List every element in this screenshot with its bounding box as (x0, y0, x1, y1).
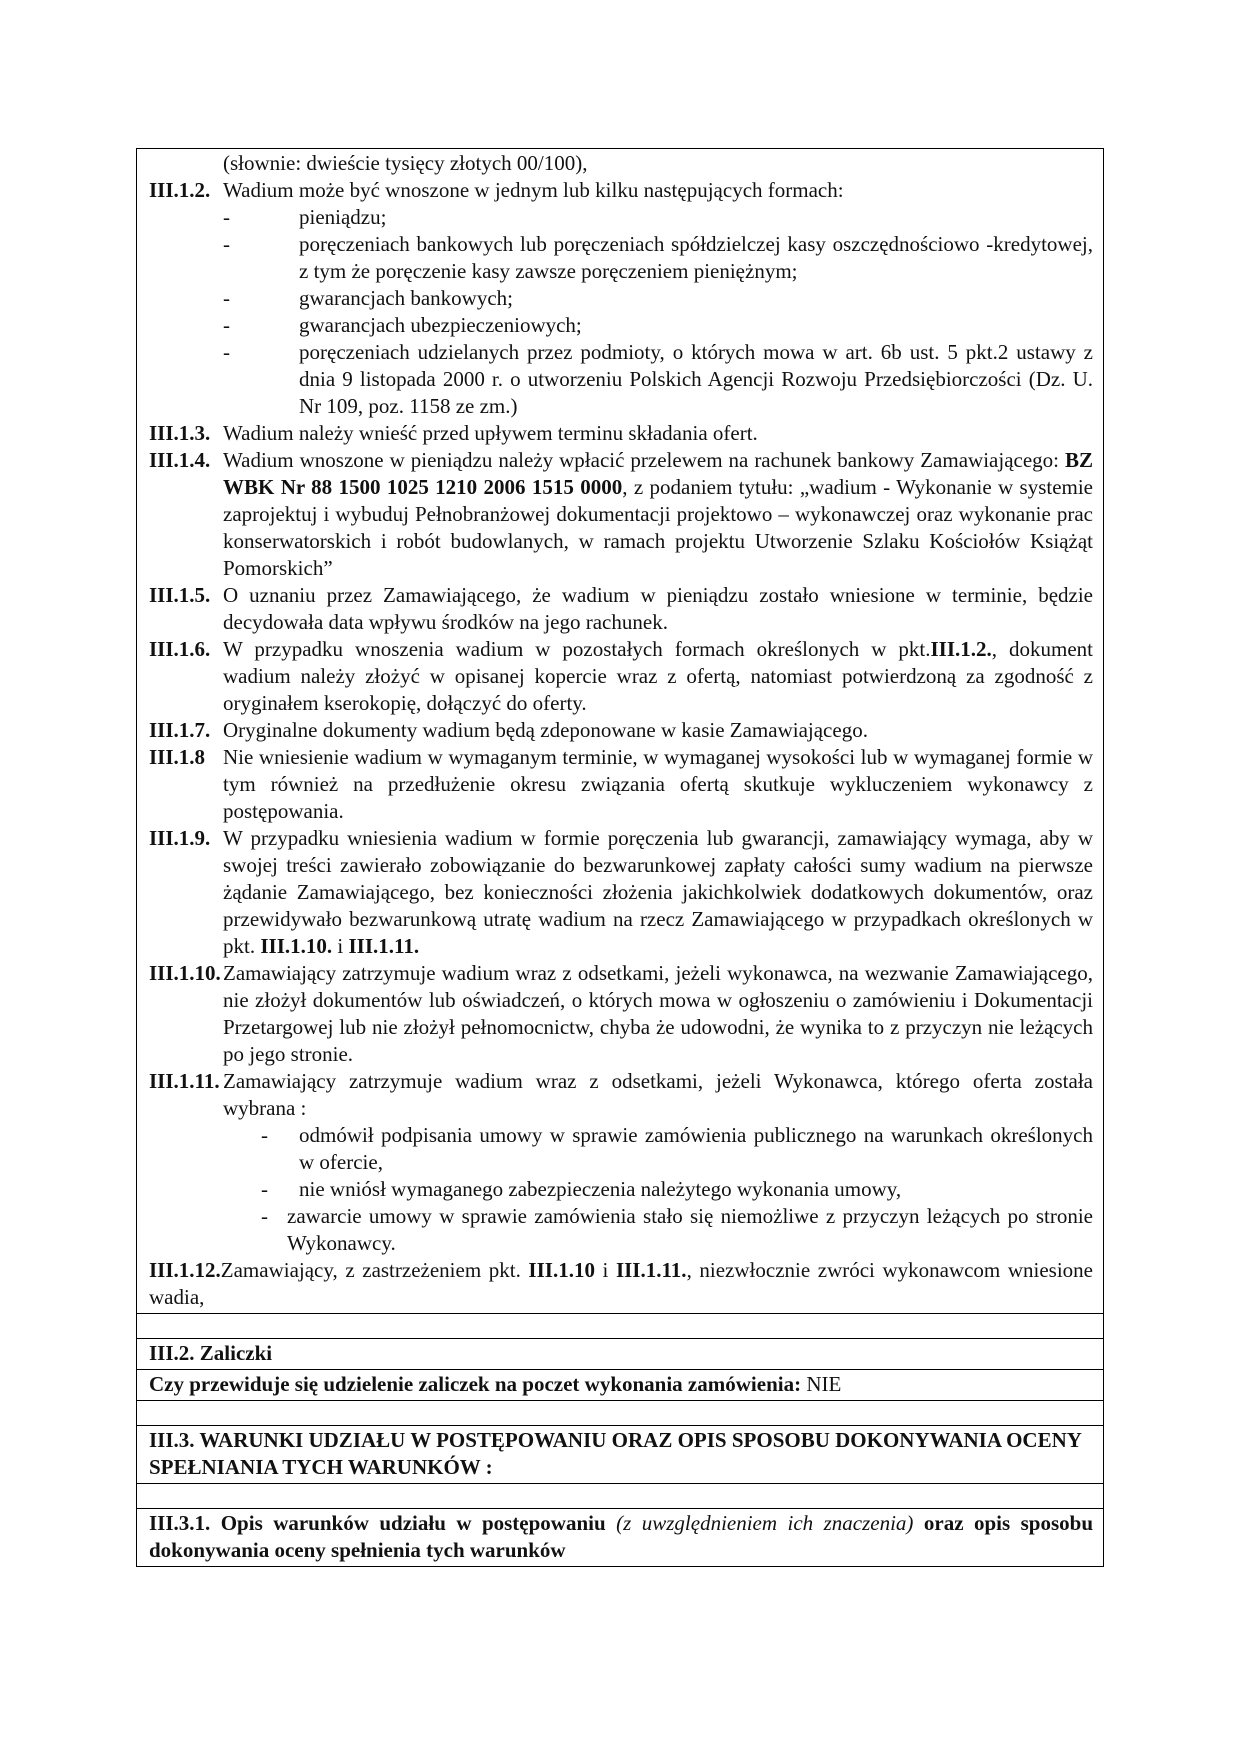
paragraph-text: W przypadku wnoszenia wadium w pozostałych formach określonych w pkt.III.1.2., dokument wadium należy złożyć w opisanej kopercie wraz z ofertą, natomiast potwierdzoną za zgodność z oryginałem kserokopię, dołączyć do oferty. (223, 637, 1093, 715)
paragraph-number: III.1.2. (149, 178, 211, 202)
empty-row (137, 1484, 1104, 1509)
paragraph-number: III.1.9. (149, 826, 211, 850)
paragraph-text: Wadium może być wnoszone w jednym lub kilku następujących formach: (223, 178, 844, 202)
conditions-title-row (137, 1426, 1104, 1484)
paragraph-number: III.1.6. (149, 637, 211, 661)
paragraph-text: Wadium wnoszone w pieniądzu należy wpłacić przelewem na rachunek bankowy Zamawiającego: BZ WBK Nr 88 1500 1025 1210 2006 1515 0000, z podaniem tytułu: „wadium - Wykonanie w systemie zaprojektuj i wybuduj Pełnobranżowej dokumentacji projektowo – wykonawczej oraz wykonanie prac konserwatorskich i robót budowlanych, w ramach projektu Utworzenie Szlaku Kościołów Książąt Pomorskich” (223, 448, 1094, 580)
advance-title-row (137, 1339, 1104, 1370)
paragraph-III-1-4 (149, 447, 1093, 582)
empty-row (137, 1401, 1104, 1426)
amount-in-words: (słownie: dwieście tysięcy złotych 00/100), (223, 151, 588, 175)
advance-section-title: III.2. Zaliczki (137, 1339, 1104, 1370)
document-table (136, 148, 1104, 1567)
paragraph-number: III.1.3. (149, 421, 211, 445)
reference: III.1.11. (615, 1258, 687, 1282)
paragraph-number: III.1.5. (149, 583, 211, 607)
list-item: - poręczeniach udzielanych przez podmioty, o których mowa w art. 6b ust. 5 pkt.2 ustawy z dnia 9 listopada 2000 r. o utworzeniu Polskich Agencji Rozwoju Przedsiębiorczości (Dz. U. Nr 109, poz. 1158 ze zm.) (223, 340, 1093, 418)
reference: III.1.11. (348, 934, 420, 958)
paragraph-number: III.1.7. (149, 718, 211, 742)
paragraph-number: III.1.8 (149, 745, 206, 769)
paragraph-text: O uznaniu przez Zamawiającego, że wadium w pieniądzu zostało wniesione w terminie, będzie decydowała data wpływu środków na jego rachunek. (223, 583, 1093, 634)
paragraph-III-1-9 (149, 825, 1093, 960)
bank-account-number: BZ WBK Nr 88 1500 1025 1210 2006 1515 0000 (223, 448, 1093, 499)
paragraph-text: Oryginalne dokumenty wadium będą zdeponowane w kasie Zamawiającego. (223, 718, 868, 742)
paragraph-text: Nie wniesienie wadium w wymaganym terminie, w wymaganej wysokości lub w wymaganej formie w tym również na przedłużenie okresu związania ofertą skutkuje wykluczeniem wykonawcy z postępowania. (223, 745, 1093, 823)
paragraph-number: III.1.11. (149, 1069, 220, 1093)
paragraph-III-1-6 (149, 636, 1093, 717)
list-item: - zawarcie umowy w sprawie zamówienia stało się niemożliwe z przyczyn leżących po stronie Wykonawcy. (261, 1204, 1093, 1255)
list-item: - odmówił podpisania umowy w sprawie zamówienia publicznego na warunkach określonych w ofercie, (261, 1123, 1093, 1174)
list-item: - nie wniósł wymaganego zabezpieczenia należytego wykonania umowy, (261, 1177, 902, 1201)
list-item: - gwarancjach bankowych; (223, 286, 513, 310)
paragraph-text: W przypadku wniesienia wadium w formie poręczenia lub gwarancji, zamawiający wymaga, aby w swojej treści zawierało zobowiązanie do bezwarunkowej zapłaty całości sumy wadium na pierwsze żądanie Zamawiającego, bez konieczności złożenia jakichkolwiek dodatkowych dokumentów, oraz przewidywało bezwarunkową utratę wadium na rzecz Zamawiającego w przypadkach określonych w pkt. III.1.10. i III.1.11. (223, 826, 1093, 958)
paragraph-text: Zamawiający zatrzymuje wadium wraz z odsetkami, jeżeli Wykonawca, którego oferta została wybrana : (223, 1069, 1093, 1120)
wadium-section-row (137, 149, 1104, 1314)
paragraph-number: III.1.4. (149, 448, 211, 472)
paragraph-number: III.1.12. (149, 1258, 221, 1282)
advance-answer: NIE (806, 1372, 842, 1396)
paragraph-III-1-7 (149, 717, 1093, 744)
paragraph-III-1-10 (149, 960, 1093, 1068)
empty-row (137, 1314, 1104, 1339)
advance-question: Czy przewiduje się udzielenie zaliczek na poczet wykonania zamówienia: NIE (137, 1370, 1104, 1401)
conditions-description: III.3.1. Opis warunków udziału w postępowaniu (z uwzględnieniem ich znaczenia) oraz opis sposobu dokonywania oceny spełnienia tych warunków (137, 1509, 1104, 1567)
list-item: - pieniądzu; (223, 205, 387, 229)
conditions-section-title: III.3. WARUNKI UDZIAŁU W POSTĘPOWANIU ORAZ OPIS SPOSOBU DOKONYWANIA OCENY SPEŁNIANIA TYCH WARUNKÓW : (137, 1426, 1104, 1484)
reference: III.1.2. (930, 637, 992, 661)
reference: III.1.10 (528, 1258, 595, 1282)
advance-question-row (137, 1370, 1104, 1401)
paragraph-text: Wadium należy wnieść przed upływem terminu składania ofert. (223, 421, 758, 445)
paragraph-III-1-3 (149, 420, 1093, 447)
wadium-section-cell (137, 149, 1104, 1314)
list-item: - gwarancjach ubezpieczeniowych; (223, 313, 582, 337)
paragraph-III-1-12: III.1.12.Zamawiający, z zastrzeżeniem pkt. III.1.10 i III.1.11., niezwłocznie zwróci wykonawcom wniesione wadia, (149, 1258, 1093, 1309)
conditions-description-row (137, 1509, 1104, 1567)
list-item: - poręczeniach bankowych lub poręczeniach spółdzielczej kasy oszczędnościowo -kredytowej, z tym że poręczenie kasy zawsze poręczeniem pieniężnym; (223, 232, 1093, 283)
paragraph-text: Zamawiający zatrzymuje wadium wraz z odsetkami, jeżeli wykonawca, na wezwanie Zamawiającego, nie złożył dokumentów lub oświadczeń, o których mowa w ogłoszeniu o zamówieniu i Dokumentacji Przetargowej lub nie złożył pełnomocnictw, chyba że udowodni, że wynika to z przyczyn nie leżących po jego stronie. (223, 961, 1093, 1066)
paragraph-III-1-11 (149, 1068, 1093, 1122)
paragraph-III-1-8 (149, 744, 1093, 825)
paragraph-III-1-2 (149, 177, 1093, 204)
reference: III.1.10. (260, 934, 333, 958)
paragraph-number: III.1.10. (149, 961, 221, 985)
paragraph-III-1-5 (149, 582, 1093, 636)
